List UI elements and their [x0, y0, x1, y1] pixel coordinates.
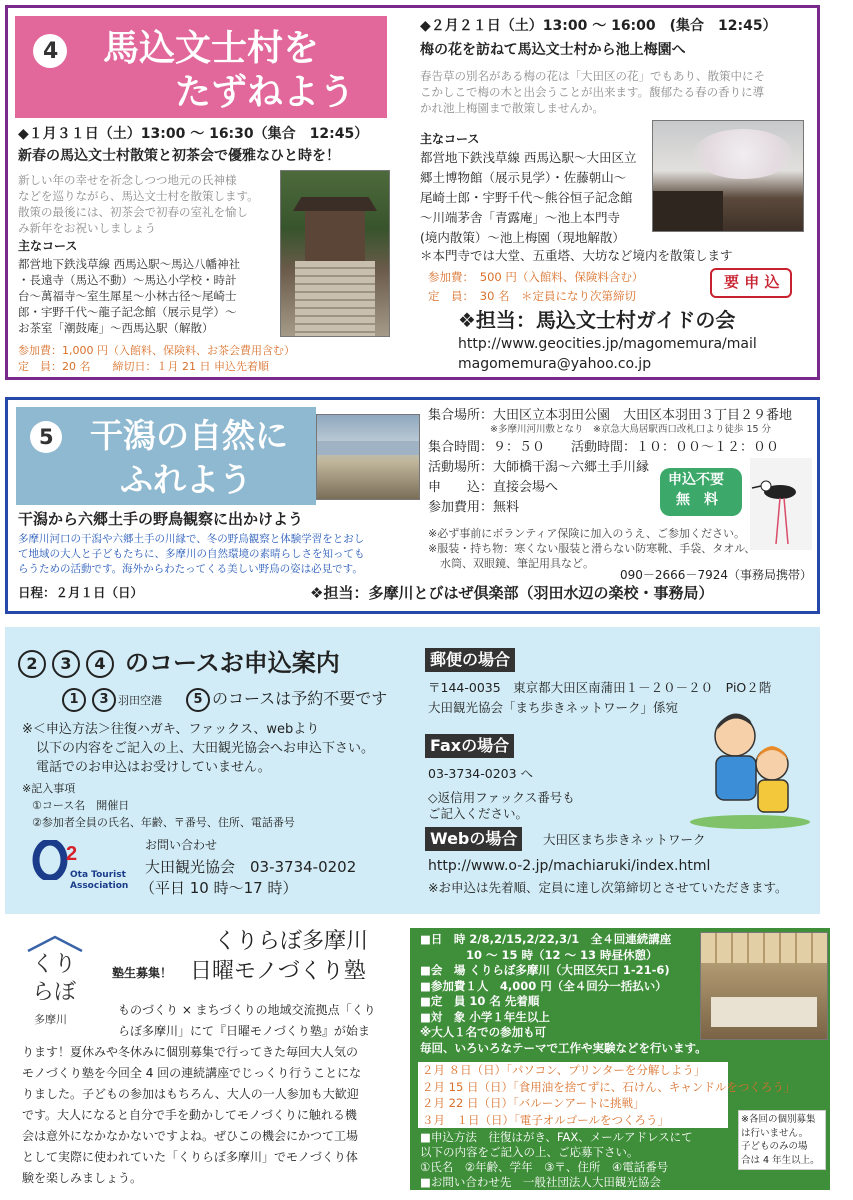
section-5-title-box: [16, 407, 316, 505]
tidal-flat-photo: [316, 414, 420, 500]
workshop-table: [711, 997, 817, 1027]
event2-course: 都営地下鉄浅草線 西馬込駅～大田区立 郷土博物館（展示見学）・佐藤朝山～ 尾崎士郎・宇野千代～熊谷恒子記念館 ～川端茅舎「青露庵」～池上本門寺 (境内散策）～池上梅園（現地解散）: [420, 150, 637, 245]
section-5-number-badge: [30, 421, 62, 453]
section-4-number: 4: [43, 39, 59, 64]
workshop-photo: [700, 932, 828, 1040]
section-4-title-box: [15, 16, 387, 118]
section-5-headline: 干潟から六郷土手の野鳥観察に出かけよう: [18, 510, 304, 528]
kurirabo-info: ■日 時 2/8,2/15,2/22,3/1 全４回連続講座 10 ～ 15 時（12 ～ 13 時昼休憩） ■会 場 くりらぼ多摩川（大田区矢口 1-21-6) ■参加費１人 4,000 円（全４回分一括払い） ■定 員 10 名 先着順 ■対 象 小学１年生以上 ※大人１名での参加も可 毎回、いろいろなテーマで工作や実験などを行います。: [420, 932, 707, 1055]
temple-gate-photo: [280, 170, 390, 337]
mail-address-2: 大田観光協会「まち歩きネットワーク」係宛: [428, 700, 679, 715]
plum-house: [653, 191, 723, 231]
event1-title: 新春の馬込文士村散策と初茶会で優雅なひと時を！: [18, 148, 340, 164]
workshop-shelf: [701, 933, 827, 963]
web-note: ※お申込は先着順、定員に達し次第締切とさせていただきます。: [428, 880, 788, 895]
web-url[interactable]: http://www.o-2.jp/machiaruki/index.html: [428, 858, 711, 874]
family-illustration: [680, 700, 815, 830]
event1-date: ◆１月３１日（土）13:00 ～ 16:30（集合 12:45）: [18, 126, 369, 142]
section-4-email[interactable]: magomemura@yahoo.co.jp: [458, 356, 652, 372]
fax-heading: Faxの場合: [425, 734, 514, 758]
section-5-title-line1: 干潟の自然に: [90, 416, 288, 455]
fax-number: 03-3734-0203 へ: [428, 766, 534, 781]
required-items: ※記入事項 ①コース名 開催日 ②参加者全員の氏名、年齢、〒番号、住所、電話番号: [22, 782, 295, 829]
web-site-name: 大田区まち歩きネットワーク: [543, 832, 706, 847]
kurirabo-side-note: ※各回の個別募集 は行いません。 子どものみの場 合は 4 年生以上。: [738, 1110, 826, 1170]
ota-tourist-logo: 2 Ota Tourist Association: [30, 840, 130, 896]
section-4-title-line2: たずねよう: [175, 72, 356, 113]
section-5-phone: 090－2666－7924（事務局携帯）: [620, 568, 812, 582]
section-4-title-line1: 馬込文士村を: [103, 28, 320, 69]
kurirabo-recruit: 塾生募集！: [112, 966, 173, 980]
access-note: ※多摩川河川敷となり ※京急大鳥居駅西口改札口より徒歩 15 分: [490, 424, 772, 435]
no-apply-free-badge: 申込不要 無 料: [660, 468, 742, 516]
event2-date: ◆２月２１日（土）13:00 ～ 16:00 (集合 12:45）: [420, 18, 777, 34]
section-4-contact: ❖担当：馬込文士村ガイドの会: [458, 308, 736, 332]
event1-capacity: 定 員：20 名 締切日：１月 21 日 申込先着順: [18, 360, 269, 373]
kurirabo-course-name: 日曜モノづくり塾: [190, 959, 366, 984]
circle-2: 2: [18, 650, 46, 678]
plum-blossom-photo: [652, 120, 804, 232]
section-5-description: 多摩川河口の干潟や六郷土手の川縁で、冬の野鳥観察と体験学習をとおし て地域の大人と子どもたちに、多摩川の自然環境の素晴らしさを知っても らうための活動です。海外からわたってくる美しい野鳥の姿は必見です。: [18, 533, 365, 575]
kurirabo-body: ものづくり × まちづくりの地域交流拠点「くり らぼ多摩川」にて『日曜モノづくり塾』が始ま ります！夏休みや冬休みに個別募集で行ってきた毎回大人気の モノづくり塾を今回全 4 回の連続講座でじっくり行うことにな りました。子どもの参加はもちろん、大人の一人参加も大歓迎 です。大人になると自分で手を動かしてモノづくりに触れる機 会は意外になかなかないですよね。ぜひこの機会にかつて工場 として実際に使われていた「くりらぼ多摩川」でモノづくり体 験を楽しみましょう。: [22, 1003, 376, 1185]
association-phone: 大田観光協会 03-3734-0202: [145, 858, 357, 876]
gate-roof: [293, 197, 377, 211]
application-method: ※＜申込方法＞往復ハガキ、ファックス、webより 以下の内容をご記入の上、大田観光協会へお申込下さい。 電話でのお申込はお受けしていません。: [22, 722, 375, 775]
section-4-url[interactable]: http://www.geocities.jp/magomemura/mail: [458, 336, 757, 352]
section-5-number: 5: [39, 425, 54, 449]
kurirabo-apply: ■申込方法 往復はがき、FAX、メールアドレスにて 以下の内容をご記入の上、ご応募下さい。 ①氏名 ②年齢、学年 ③〒、住所 ④電話番号 ■お問い合わせ先 一般社団法人大田観光協会: [420, 1130, 693, 1189]
event1-course-label: 主なコース: [18, 239, 78, 253]
event2-title: 梅の花を訪ねて馬込文士村から池上梅園へ: [420, 42, 686, 58]
gate-steps: [295, 261, 375, 336]
circle-4: 4: [86, 650, 114, 678]
event2-description: 春告草の別名がある梅の花は「大田区の花」でもあり、散策中にそ こかしこで梅の木と出会うことが出来ます。馥郁たる春の香りに導 かれ池上梅園まで散策しませんか。: [420, 69, 765, 115]
event2-course-label: 主なコース: [420, 132, 480, 146]
fax-note-2: ご記入ください。: [428, 806, 529, 821]
event1-description: 新しい年の幸せを祈念しつつ地元の氏神様 などを巡りながら、馬込文士村を散策します。 散策の最後には、初茶会で初春の室礼を愉し み新年をお祝いしましょう: [18, 173, 259, 235]
circle-3: 3: [52, 650, 80, 678]
mail-address-1: 〒144-0035 東京都大田区南蒲田１－２０－２０ PiO２階: [428, 680, 772, 695]
event1-course: 都営地下鉄浅草線 西馬込駅～馬込八幡神社 ・長遠寺（馬込不動）～馬込小学校・時計 台～萬福寺～室生犀星～小林古径～尾崎士 郎・宇野千代～龍子記念館（展示見学）～ お茶室「潮鼓庵」～西馬込駅（解散）: [18, 257, 241, 335]
svg-text:2: 2: [66, 843, 78, 865]
kurirabo-logo: くり らぼ 多摩川: [20, 933, 90, 1033]
kurirabo-schedule: ２月 ８日（日）「パソコン、プリンターを分解しよう」 ２月 15 日（日）「食用油を捨てずに、石けん、キャンドルをつくろう」 ２月 22 日（日）「バルーンアートに挑戦」 ３月 １日（日）「電子オルゴールをつくろう」: [422, 1063, 796, 1127]
event2-fee: 参加費： 500 円（入館料、保険料含む）: [428, 270, 644, 284]
section-4-number-badge: [33, 34, 67, 68]
section-5-title-line2: ふれよう: [120, 460, 252, 499]
section-5-date: 日程：２月１日（日）: [18, 585, 144, 600]
gate-body: [305, 211, 365, 261]
application-title: のコースお申込案内: [125, 649, 340, 677]
mail-heading: 郵便の場合: [425, 648, 515, 672]
fax-note-1: ◇返信用ファックス番号も: [428, 790, 575, 805]
section-5-contact: ❖担当：多摩川とびはぜ倶楽部（羽田水辺の楽校・事務局）: [310, 584, 714, 602]
apply-required-badge: 要 申 込: [710, 268, 792, 298]
inquiry-label: お問い合わせ: [145, 838, 218, 852]
tidal-flat-water: [317, 441, 419, 455]
event2-note: ＊本門寺では大堂、五重塔、大坊など境内を散策します: [420, 248, 733, 263]
stilt-bird-photo: [750, 458, 812, 550]
plum-blossom-cloud: [693, 129, 793, 179]
kurirabo-title: くりらぼ多摩川: [214, 929, 369, 954]
office-hours: （平日 10 時～17 時）: [140, 879, 298, 897]
web-heading: Webの場合: [425, 827, 522, 851]
section-5-notes: ※必ず事前にボランティア保険に加入のうえ、ご参加ください。 ※服装・持ち物：寒くない服装と滑らない防寒靴、手袋、タオル、 水筒、双眼鏡、筆記用具など。: [428, 527, 756, 570]
section-5-info: 集合場所：大田区立本羽田公園 大田区本羽田３丁目２９番地 ※多摩川河川敷となり ※京急大鳥居駅西口改札口より徒歩 15 分 集合時間：９：５０ 活動時間：１０：００～１２：００ 活動場所：大師橋干潟～六郷土手川縁 申 込：直接会場へ 参加費用：無料: [428, 408, 793, 515]
event1-fee: 参加費：1,000 円（入館料、保険料、お茶会費用含む）: [18, 344, 295, 357]
event2-capacity: 定 員： 30 名 ＊定員になり次第締切: [428, 289, 637, 303]
